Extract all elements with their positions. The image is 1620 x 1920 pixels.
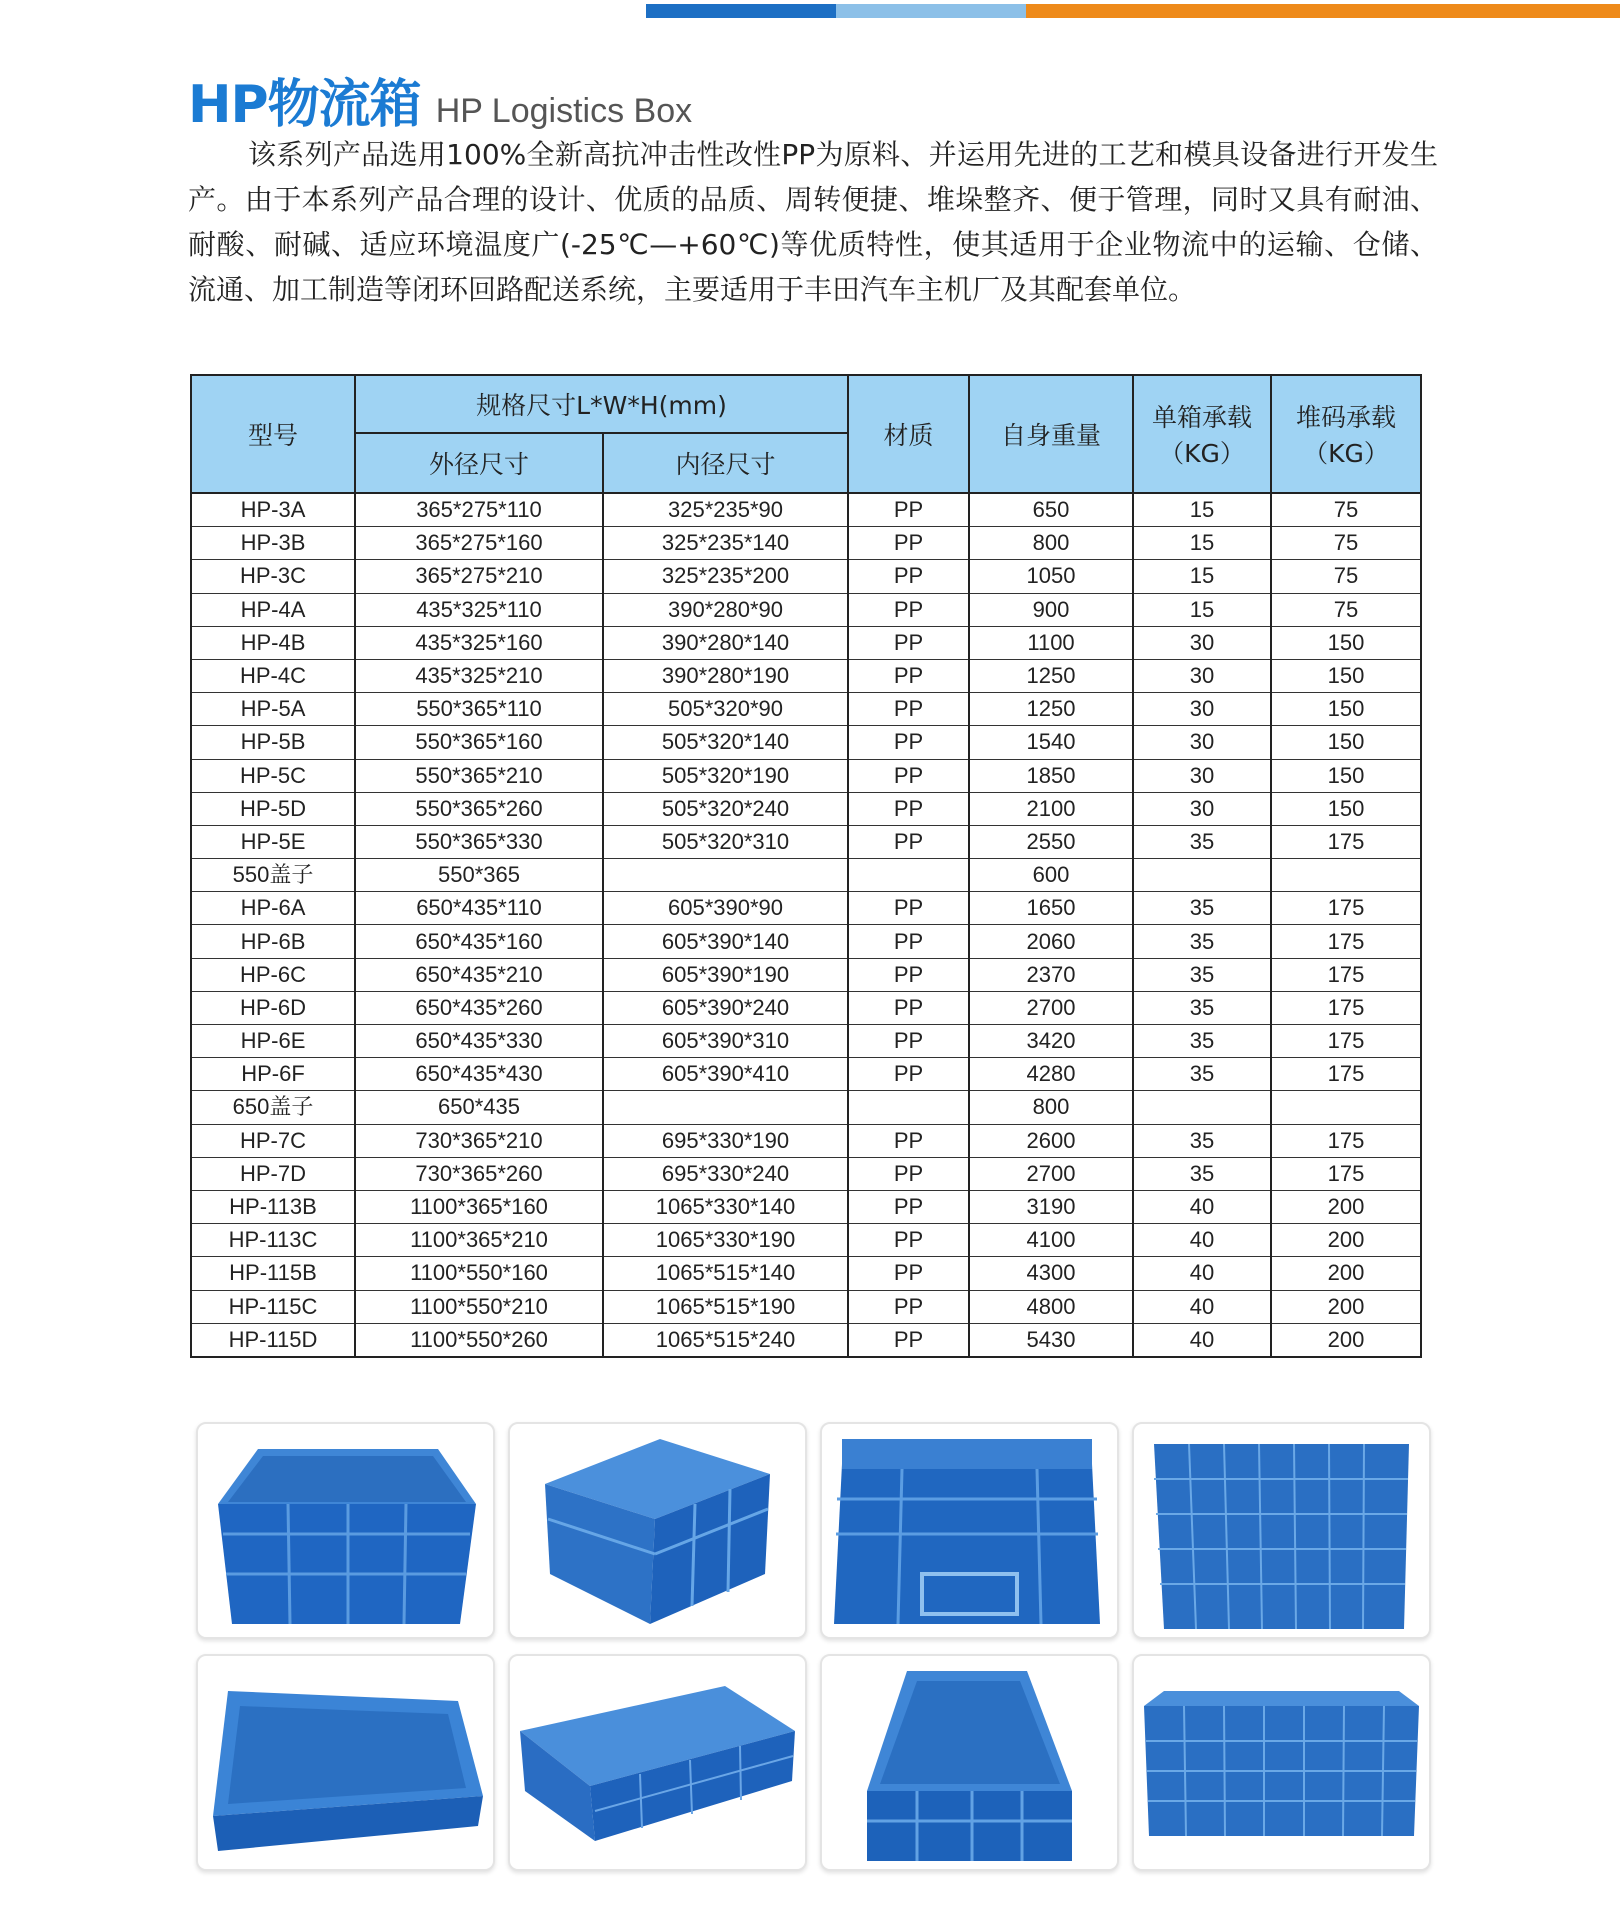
table-row: [191, 593, 1421, 626]
product-photo-4: [1132, 1422, 1431, 1639]
cell-weight: 5430: [969, 1323, 1133, 1357]
cell-weight: 800: [969, 527, 1133, 560]
header-outer-size: 外径尺寸: [355, 433, 603, 493]
blue-crate-image: [822, 1424, 1117, 1637]
cell-single-load: [1133, 1091, 1271, 1124]
cell-inner-size: 390*280*190: [603, 659, 848, 692]
cell-weight: 1100: [969, 626, 1133, 659]
header-stack-load-line2: （KG）: [1303, 439, 1389, 468]
table-row: [191, 958, 1421, 991]
cell-stack-load: 200: [1271, 1257, 1421, 1290]
blue-crate-image: [1134, 1424, 1429, 1637]
cell-outer-size: 650*435*430: [355, 1058, 603, 1091]
bar-segment-blue: [646, 4, 836, 18]
cell-weight: 2550: [969, 825, 1133, 858]
table-row: [191, 792, 1421, 825]
spec-table-body: [191, 493, 1421, 1357]
table-row: [191, 626, 1421, 659]
cell-inner-size: 505*320*90: [603, 693, 848, 726]
cell-inner-size: 695*330*190: [603, 1124, 848, 1157]
blue-tray-image: [822, 1656, 1117, 1869]
cell-single-load: 40: [1133, 1323, 1271, 1357]
cell-material: PP: [848, 825, 969, 858]
cell-single-load: 35: [1133, 892, 1271, 925]
cell-single-load: 40: [1133, 1190, 1271, 1223]
cell-stack-load: 200: [1271, 1224, 1421, 1257]
table-row: [191, 1124, 1421, 1157]
cell-model: HP-5D: [191, 792, 355, 825]
cell-model: HP-5A: [191, 693, 355, 726]
cell-outer-size: 1100*550*260: [355, 1323, 603, 1357]
title-chinese: HP物流箱: [188, 75, 421, 135]
cell-stack-load: [1271, 1091, 1421, 1124]
header-weight: 自身重量: [969, 375, 1133, 493]
cell-weight: 2700: [969, 1157, 1133, 1190]
cell-material: PP: [848, 693, 969, 726]
cell-weight: 2370: [969, 958, 1133, 991]
cell-single-load: 35: [1133, 925, 1271, 958]
cell-outer-size: 435*325*210: [355, 659, 603, 692]
cell-material: PP: [848, 1257, 969, 1290]
cell-material: PP: [848, 792, 969, 825]
cell-stack-load: 150: [1271, 759, 1421, 792]
cell-inner-size: 505*320*310: [603, 825, 848, 858]
top-color-bar: [646, 4, 1620, 18]
product-photo-gallery: [196, 1422, 1432, 1867]
table-row: [191, 527, 1421, 560]
cell-stack-load: 150: [1271, 693, 1421, 726]
table-row: [191, 693, 1421, 726]
table-row: [191, 759, 1421, 792]
cell-stack-load: 175: [1271, 825, 1421, 858]
cell-stack-load: 175: [1271, 1124, 1421, 1157]
header-size-group: 规格尺寸L*W*H(mm): [355, 375, 848, 433]
cell-model: HP-113B: [191, 1190, 355, 1223]
cell-weight: 3190: [969, 1190, 1133, 1223]
cell-material: PP: [848, 593, 969, 626]
cell-model: HP-5C: [191, 759, 355, 792]
intro-paragraph: 该系列产品选用100%全新高抗冲击性改性PP为原料、并运用先进的工艺和模具设备进行开发生产。由于本系列产品合理的设计、优质的品质、周转便捷、堆垛整齐、便于管理，同时又具有耐油、耐酸、耐碱、适应环境温度广(-25℃—+60℃)等优质特性，使其适用于企业物流中的运输、仓储、流通、加工制造等闭环回路配送系统，主要适用于丰田汽车主机厂及其配套单位。: [188, 138, 1438, 306]
cell-single-load: 35: [1133, 991, 1271, 1024]
cell-model: HP-115D: [191, 1323, 355, 1357]
table-row: [191, 859, 1421, 892]
cell-material: PP: [848, 958, 969, 991]
cell-material: PP: [848, 560, 969, 593]
cell-weight: 2600: [969, 1124, 1133, 1157]
cell-single-load: 40: [1133, 1290, 1271, 1323]
cell-stack-load: 200: [1271, 1323, 1421, 1357]
table-row: [191, 1058, 1421, 1091]
cell-weight: 2700: [969, 991, 1133, 1024]
page-title: [188, 62, 693, 135]
cell-weight: 1250: [969, 659, 1133, 692]
cell-outer-size: 365*275*110: [355, 493, 603, 527]
cell-model: HP-6B: [191, 925, 355, 958]
cell-inner-size: 1065*515*240: [603, 1323, 848, 1357]
cell-stack-load: 200: [1271, 1290, 1421, 1323]
product-photo-1: [196, 1422, 495, 1639]
table-row: [191, 991, 1421, 1024]
cell-inner-size: 695*330*240: [603, 1157, 848, 1190]
cell-stack-load: 75: [1271, 560, 1421, 593]
cell-model: HP-113C: [191, 1224, 355, 1257]
spec-table: [190, 374, 1422, 1358]
cell-inner-size: 605*390*240: [603, 991, 848, 1024]
cell-outer-size: 650*435*160: [355, 925, 603, 958]
cell-outer-size: 650*435: [355, 1091, 603, 1124]
cell-single-load: 35: [1133, 1157, 1271, 1190]
cell-stack-load: 75: [1271, 593, 1421, 626]
cell-weight: 1650: [969, 892, 1133, 925]
header-single-load-line1: 单箱承载: [1152, 403, 1253, 432]
cell-single-load: 30: [1133, 792, 1271, 825]
product-photo-7: [820, 1654, 1119, 1871]
cell-single-load: 30: [1133, 626, 1271, 659]
blue-crate-image: [1134, 1656, 1429, 1869]
cell-stack-load: 175: [1271, 1157, 1421, 1190]
product-photo-3: [820, 1422, 1119, 1639]
cell-inner-size: 325*235*200: [603, 560, 848, 593]
cell-outer-size: 650*435*110: [355, 892, 603, 925]
cell-single-load: 35: [1133, 1058, 1271, 1091]
cell-outer-size: 1100*550*160: [355, 1257, 603, 1290]
product-photo-2: [508, 1422, 807, 1639]
table-row: [191, 1224, 1421, 1257]
table-row: [191, 892, 1421, 925]
cell-outer-size: 550*365*330: [355, 825, 603, 858]
cell-single-load: 30: [1133, 759, 1271, 792]
cell-model: HP-7D: [191, 1157, 355, 1190]
table-row: [191, 1290, 1421, 1323]
cell-material: PP: [848, 759, 969, 792]
cell-stack-load: 175: [1271, 892, 1421, 925]
blue-crate-image: [198, 1424, 493, 1637]
cell-weight: 4300: [969, 1257, 1133, 1290]
cell-weight: 1250: [969, 693, 1133, 726]
table-row: [191, 1025, 1421, 1058]
cell-outer-size: 1100*365*210: [355, 1224, 603, 1257]
cell-outer-size: 650*435*330: [355, 1025, 603, 1058]
header-stack-load-line1: 堆码承载: [1296, 403, 1397, 432]
header-inner-size: 内径尺寸: [603, 433, 848, 493]
cell-weight: 1050: [969, 560, 1133, 593]
cell-outer-size: 730*365*260: [355, 1157, 603, 1190]
cell-model: HP-3A: [191, 493, 355, 527]
cell-stack-load: 75: [1271, 493, 1421, 527]
cell-single-load: 30: [1133, 726, 1271, 759]
cell-inner-size: 605*390*190: [603, 958, 848, 991]
cell-inner-size: 1065*515*140: [603, 1257, 848, 1290]
cell-model: HP-3C: [191, 560, 355, 593]
cell-stack-load: 150: [1271, 792, 1421, 825]
cell-inner-size: 505*320*140: [603, 726, 848, 759]
cell-single-load: 35: [1133, 958, 1271, 991]
header-material: 材质: [848, 375, 969, 493]
cell-inner-size: 390*280*140: [603, 626, 848, 659]
cell-stack-load: 200: [1271, 1190, 1421, 1223]
cell-single-load: 35: [1133, 825, 1271, 858]
cell-stack-load: 175: [1271, 1025, 1421, 1058]
cell-outer-size: 435*325*110: [355, 593, 603, 626]
cell-weight: 1850: [969, 759, 1133, 792]
cell-outer-size: 1100*365*160: [355, 1190, 603, 1223]
cell-single-load: 30: [1133, 659, 1271, 692]
cell-stack-load: 150: [1271, 659, 1421, 692]
cell-stack-load: [1271, 859, 1421, 892]
cell-inner-size: 1065*330*140: [603, 1190, 848, 1223]
cell-outer-size: 550*365*110: [355, 693, 603, 726]
cell-stack-load: 175: [1271, 1058, 1421, 1091]
cell-outer-size: 1100*550*210: [355, 1290, 603, 1323]
cell-model: HP-4A: [191, 593, 355, 626]
cell-model: HP-115C: [191, 1290, 355, 1323]
cell-outer-size: 550*365*160: [355, 726, 603, 759]
cell-single-load: 35: [1133, 1124, 1271, 1157]
header-stack-load: [1271, 375, 1421, 493]
cell-model: HP-3B: [191, 527, 355, 560]
table-row: [191, 1091, 1421, 1124]
cell-model: HP-6F: [191, 1058, 355, 1091]
cell-single-load: 40: [1133, 1224, 1271, 1257]
cell-outer-size: 365*275*210: [355, 560, 603, 593]
cell-stack-load: 75: [1271, 527, 1421, 560]
cell-weight: 600: [969, 859, 1133, 892]
cell-weight: 1540: [969, 726, 1133, 759]
cell-material: PP: [848, 493, 969, 527]
cell-inner-size: 505*320*240: [603, 792, 848, 825]
cell-model: 650盖子: [191, 1091, 355, 1124]
cell-material: PP: [848, 1124, 969, 1157]
table-row: [191, 825, 1421, 858]
cell-weight: 4280: [969, 1058, 1133, 1091]
cell-model: HP-4C: [191, 659, 355, 692]
table-row: [191, 1157, 1421, 1190]
cell-model: HP-115B: [191, 1257, 355, 1290]
cell-material: PP: [848, 925, 969, 958]
cell-model: HP-5B: [191, 726, 355, 759]
table-row: [191, 925, 1421, 958]
blue-tray-image: [510, 1656, 805, 1869]
cell-stack-load: 150: [1271, 626, 1421, 659]
table-row: [191, 659, 1421, 692]
cell-material: PP: [848, 1058, 969, 1091]
cell-stack-load: 150: [1271, 726, 1421, 759]
cell-material: [848, 859, 969, 892]
cell-material: PP: [848, 726, 969, 759]
cell-model: HP-5E: [191, 825, 355, 858]
product-photo-6: [508, 1654, 807, 1871]
cell-inner-size: 605*390*410: [603, 1058, 848, 1091]
bar-segment-orange: [1026, 4, 1620, 18]
table-row: [191, 493, 1421, 527]
cell-material: PP: [848, 1157, 969, 1190]
cell-model: HP-6A: [191, 892, 355, 925]
table-row: [191, 1257, 1421, 1290]
cell-material: PP: [848, 659, 969, 692]
cell-material: PP: [848, 1190, 969, 1223]
cell-material: [848, 1091, 969, 1124]
cell-material: PP: [848, 892, 969, 925]
title-english: HP Logistics Box: [435, 92, 693, 130]
cell-weight: 2100: [969, 792, 1133, 825]
cell-material: PP: [848, 1290, 969, 1323]
cell-weight: 650: [969, 493, 1133, 527]
cell-inner-size: 390*280*90: [603, 593, 848, 626]
cell-single-load: 15: [1133, 493, 1271, 527]
cell-single-load: 35: [1133, 1025, 1271, 1058]
blue-crate-image: [510, 1424, 805, 1637]
header-single-load: [1133, 375, 1271, 493]
cell-outer-size: 550*365*260: [355, 792, 603, 825]
cell-inner-size: [603, 859, 848, 892]
cell-weight: 800: [969, 1091, 1133, 1124]
cell-material: PP: [848, 1224, 969, 1257]
product-photo-8: [1132, 1654, 1431, 1871]
cell-stack-load: 175: [1271, 958, 1421, 991]
cell-inner-size: [603, 1091, 848, 1124]
cell-single-load: 40: [1133, 1257, 1271, 1290]
cell-model: 550盖子: [191, 859, 355, 892]
cell-model: HP-6C: [191, 958, 355, 991]
cell-single-load: 15: [1133, 527, 1271, 560]
cell-weight: 4100: [969, 1224, 1133, 1257]
cell-outer-size: 550*365: [355, 859, 603, 892]
table-row: [191, 726, 1421, 759]
cell-material: PP: [848, 527, 969, 560]
cell-model: HP-6E: [191, 1025, 355, 1058]
cell-inner-size: 325*235*90: [603, 493, 848, 527]
cell-outer-size: 730*365*210: [355, 1124, 603, 1157]
cell-single-load: [1133, 859, 1271, 892]
cell-model: HP-6D: [191, 991, 355, 1024]
cell-inner-size: 1065*330*190: [603, 1224, 848, 1257]
cell-single-load: 30: [1133, 693, 1271, 726]
header-single-load-line2: （KG）: [1159, 439, 1245, 468]
blue-tray-image: [198, 1656, 493, 1869]
cell-outer-size: 435*325*160: [355, 626, 603, 659]
cell-weight: 3420: [969, 1025, 1133, 1058]
cell-stack-load: 175: [1271, 925, 1421, 958]
cell-weight: 4800: [969, 1290, 1133, 1323]
cell-inner-size: 505*320*190: [603, 759, 848, 792]
cell-weight: 900: [969, 593, 1133, 626]
cell-single-load: 15: [1133, 593, 1271, 626]
cell-outer-size: 650*435*210: [355, 958, 603, 991]
product-photo-5: [196, 1654, 495, 1871]
cell-model: HP-7C: [191, 1124, 355, 1157]
cell-single-load: 15: [1133, 560, 1271, 593]
cell-inner-size: 325*235*140: [603, 527, 848, 560]
cell-weight: 2060: [969, 925, 1133, 958]
cell-material: PP: [848, 626, 969, 659]
cell-stack-load: 175: [1271, 991, 1421, 1024]
bar-segment-light-blue: [836, 4, 1026, 18]
header-model: 型号: [191, 375, 355, 493]
cell-inner-size: 605*390*310: [603, 1025, 848, 1058]
cell-inner-size: 605*390*90: [603, 892, 848, 925]
cell-material: PP: [848, 991, 969, 1024]
cell-outer-size: 365*275*160: [355, 527, 603, 560]
cell-inner-size: 605*390*140: [603, 925, 848, 958]
cell-outer-size: 650*435*260: [355, 991, 603, 1024]
cell-inner-size: 1065*515*190: [603, 1290, 848, 1323]
cell-outer-size: 550*365*210: [355, 759, 603, 792]
cell-material: PP: [848, 1025, 969, 1058]
table-row: [191, 1190, 1421, 1223]
cell-model: HP-4B: [191, 626, 355, 659]
table-row: [191, 1323, 1421, 1357]
cell-material: PP: [848, 1323, 969, 1357]
table-row: [191, 560, 1421, 593]
